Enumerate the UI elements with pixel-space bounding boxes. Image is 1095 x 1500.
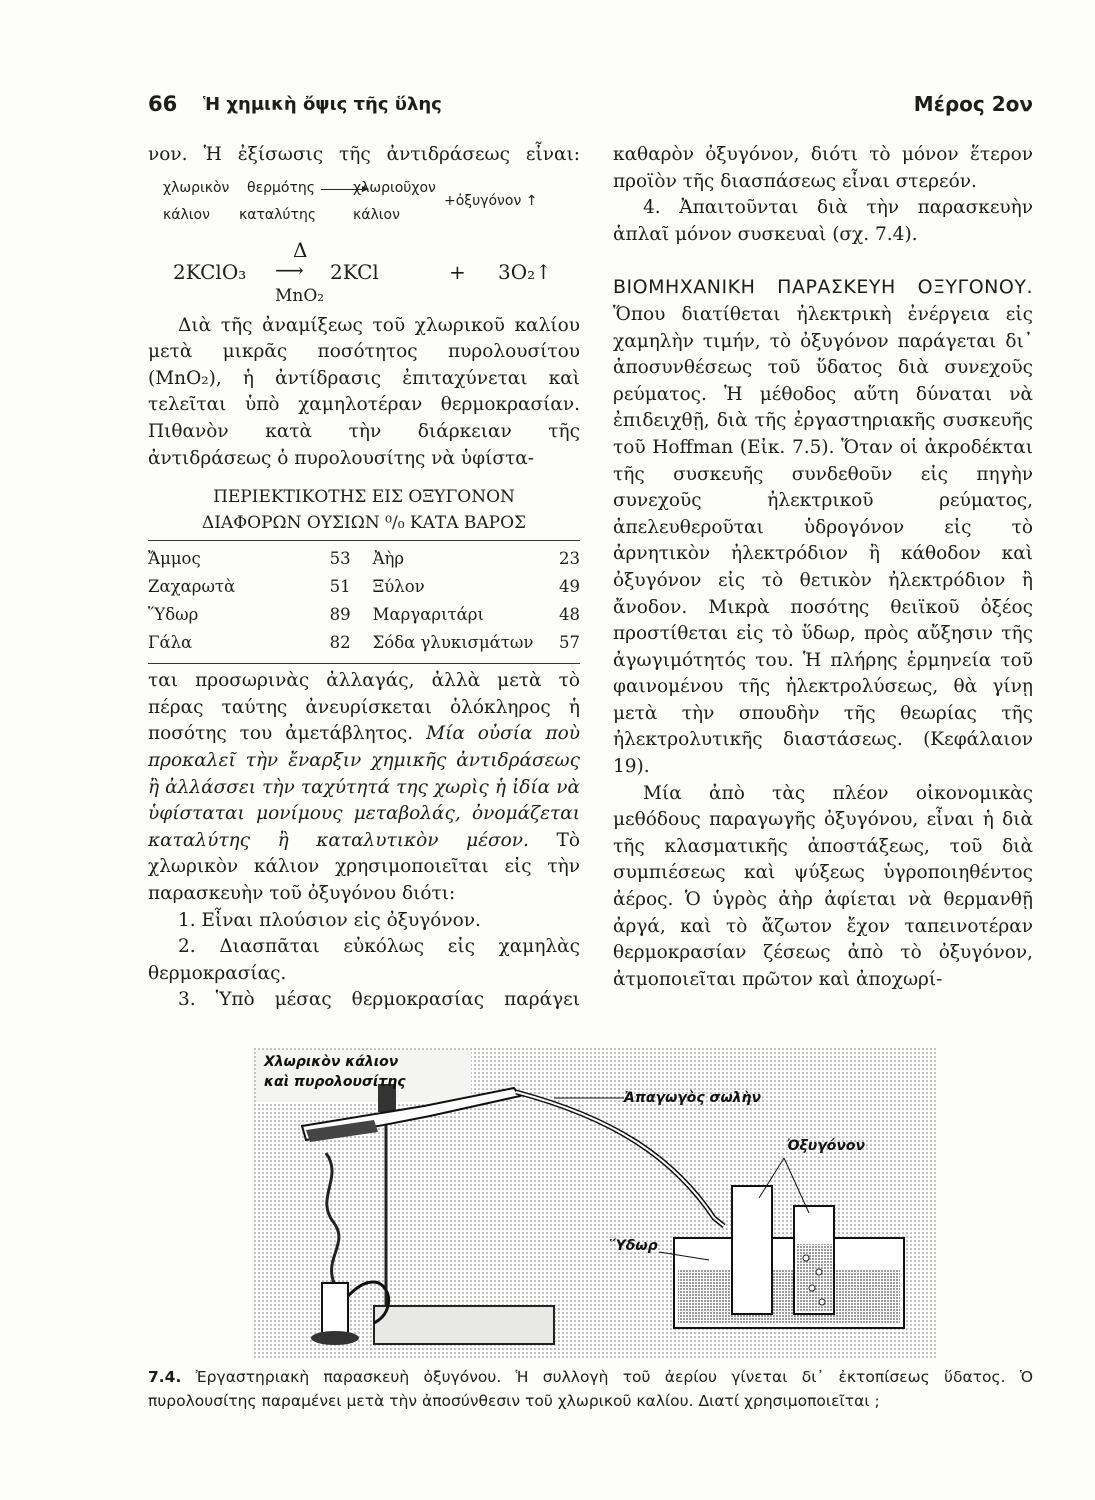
cell-substance: Μαργαριτάρι bbox=[372, 604, 484, 624]
cell-substance: Γάλα bbox=[148, 632, 193, 652]
paragraph: Διὰ τῆς ἀναμίξεως τοῦ χλωρικοῦ καλίου μετὰ μικρᾶς ποσότητος πυρολουσίτου (MnO₂), ἡ ἀντίδρασις ἐπιταχύνεται καὶ τελεῖται ὑπὸ χαμηλοτέραν θερμοκρασίαν. Πιθανὸν κατὰ τὴν διάρκειαν τῆς ἀντιδράσεως ὁ πυρολουσίτης νὰ ὑφίστα- bbox=[148, 314, 580, 469]
section-heading: ΒΙΟΜΗΧΑΝΙΚΗ ΠΑΡΑΣΚΕΥΗ ΟΞΥΓΟΝΟΥ. bbox=[613, 276, 1033, 299]
cell-value: 49 bbox=[559, 576, 580, 596]
list-item: 3. Ὑπὸ μέσας θερμοκρασίας παράγει bbox=[178, 989, 580, 1011]
eq-condition-top: θερμότης bbox=[247, 179, 316, 196]
right-column bbox=[613, 142, 1033, 993]
cell-value: 53 bbox=[329, 548, 351, 568]
apparatus-drawing bbox=[254, 1048, 936, 1358]
eq-product-bottom: κάλιον bbox=[353, 206, 400, 223]
oxygen-content-table bbox=[148, 545, 580, 657]
gas-bubble bbox=[809, 1285, 815, 1291]
eq-condition-bottom: καταλύτης bbox=[239, 206, 317, 223]
cell-value: 89 bbox=[329, 604, 351, 624]
reaction-arrow bbox=[321, 189, 367, 190]
text-run: Τὸ χλωρικὸν κάλιον χρησιμοποιεῖται εἰς τὴν παρασκευὴν τοῦ ὀξυγόνου διότι: bbox=[148, 829, 580, 904]
cell-substance: Σόδα γλυκισμάτων bbox=[372, 632, 534, 652]
eq-reactant-formula: 2KClO₃ bbox=[173, 259, 247, 284]
paragraph bbox=[148, 668, 580, 907]
paragraph: 4. Ἀπαιτοῦνται διὰ τὴν παρασκευὴν ἁπλαῖ μόνον συσκευαὶ (σχ. 7.4). bbox=[613, 197, 1033, 245]
table-rule bbox=[148, 663, 580, 664]
paragraph: καθαρὸν ὀξυγόνον, διότι τὸ μόνον ἕτερον προϊὸν τῆς διασπάσεως εἶναι στερεόν. bbox=[613, 144, 1033, 192]
eq-product-top: χλωριοῦχον bbox=[353, 179, 436, 196]
list-item: 2. Διασπᾶται εὐκόλως εἰς χαμηλὰς θερμοκρασίας. bbox=[148, 936, 580, 984]
gas-bubble bbox=[816, 1269, 822, 1275]
eq-catalyst: MnO₂ bbox=[275, 285, 325, 306]
burner-base bbox=[311, 1331, 359, 1345]
caption-text: Ἐργαστηριακὴ παρασκευὴ ὀξυγόνου. Ἡ συλλογὴ τοῦ ἀερίου γίνεται δι᾽ ἐκτοπίσεως ὕδατος. Ὁ πυρολουσίτης παραμένει μετὰ τὴν ἀποσύνθεσιν τοῦ χλωρικοῦ καλίου. Διατί χρησιμοποιεῖται ; bbox=[148, 1368, 1033, 1410]
paragraph bbox=[613, 274, 1033, 780]
label-oxygen: Ὀξυγόνον bbox=[787, 1138, 866, 1154]
label-delivery-tube: Ἀπαγωγὸς σωλὴν bbox=[624, 1090, 761, 1106]
eq-product-formula: 2KCl bbox=[330, 259, 379, 284]
cell-value: 48 bbox=[559, 604, 580, 624]
eq-plus: + bbox=[449, 259, 466, 284]
caption-number: 7.4. bbox=[148, 1368, 182, 1386]
eq-arrow: ⟶ bbox=[275, 257, 304, 282]
label-chlorate: Χλωρικὸν κάλιον bbox=[264, 1054, 399, 1070]
table-rule bbox=[148, 540, 580, 541]
running-title: Ἡ χημικὴ ὄψις τῆς ὕλης bbox=[203, 94, 442, 115]
eq-delta: Δ bbox=[293, 237, 308, 262]
table-row bbox=[148, 545, 580, 573]
paragraph: Μία ἀπὸ τὰς πλέον οἰκονομικὰς μεθόδους παραγωγῆς ὀξυγόνου, εἶναι ἡ διὰ τῆς κλασματικῆς ἀποστάξεως, τοῦ διὰ συμπιέσεως καὶ ψύξεως ὑγροποιηθέντος ἀέρος. Ὁ ὑγρὸς ἀὴρ ἀφίεται νὰ θερμανθῇ ἀργά, καὶ τὸ ἄζωτον ἔχον ταπεινοτέραν θερμοκρασίαν ζέσεως ἀπὸ τὸ ὀξυγόνον, ἀτμοποιεῖται πρῶτον καὶ ἀποχωρί- bbox=[613, 782, 1033, 990]
table-title-line: ΠΕΡΙΕΚΤΙΚΟΤΗΣ ΕΙΣ ΟΞΥΓΟΝΟΝ bbox=[213, 487, 515, 508]
trough-water bbox=[678, 1270, 900, 1324]
table-row bbox=[148, 629, 580, 657]
cell-substance: Ὕδωρ bbox=[148, 604, 199, 624]
table-title-line: ΔΙΑΦΟΡΩΝ ΟΥΣΙΩΝ ⁰/₀ ΚΑΤΑ ΒΑΡΟΣ bbox=[201, 513, 527, 534]
bottle-water bbox=[796, 1244, 832, 1312]
table-row bbox=[148, 601, 580, 629]
gas-bubble bbox=[819, 1299, 825, 1305]
cell-substance: Ζαχαρωτὰ bbox=[148, 576, 236, 596]
list-item: 1. Εἶναι πλούσιον εἰς ὀξυγόνον. bbox=[178, 909, 481, 931]
definition-italic: Μία οὐσία ποὺ προκαλεῖ τὴν ἔναρξιν χημικῆς ἀντιδράσεως ἢ ἀλλάσσει τὴν ταχύτητά της χωρὶς ἡ ἰδία νὰ ὑφίσταται μονίμους μεταβολάς, ὀνομάζεται καταλύτης ἢ καταλυτικὸν μέσον. bbox=[148, 723, 580, 851]
stand-base bbox=[374, 1306, 554, 1344]
page-number: 66 bbox=[148, 92, 178, 116]
paragraph: νον. Ἡ ἐξίσωσις τῆς ἀντιδράσεως εἶναι: bbox=[148, 144, 580, 165]
page-header bbox=[148, 92, 1033, 126]
figure-apparatus bbox=[254, 1048, 936, 1358]
left-column bbox=[148, 142, 580, 1014]
cell-value: 51 bbox=[329, 576, 351, 596]
text-run: Ὅπου διατίθεται ἠλεκτρικὴ ἐνέργεια εἰς χαμηλὴν τιμήν, τὸ ὀξυγόνον παράγεται δι᾽ ἀποσυνθέσεως τοῦ ὕδατος διὰ συνεχοῦς ρεύματος. Ἡ μέθοδος αὕτη δύναται νὰ ἐπιδειχθῇ, διὰ τῆς ἐργαστηριακῆς συσκευῆς τοῦ Hoffman (Εἰκ. 7.5). Ὅταν οἱ ἀκροδέκται τῆς συσκευῆς συνδεθοῦν εἰς πηγὴν συνεχοῦς ἠλεκτρικοῦ ρεύματος, ἀπελευθεροῦται ὑδρογόνον εἰς τὸ ἀρνητικὸν ἠλεκτρόδιον ἢ κάθοδον καὶ ὀξυγόνον εἰς τὸ θετικὸν ἠλεκτρόδιον ἢ ἄνοδον. Μικρὰ ποσότης θειϊκοῦ ὀξέος προστίθεται εἰς τὸ ὕδωρ, πρὸς αὔξησιν τῆς ἀγωγιμότητός του. Ἡ πλήρης ἑρμηνεία τοῦ φαινομένου τῆς ἠλεκτρολύσεως, θὰ γίνῃ μετὰ τὴν σπουδὴν τῆς θεωρίας τῆς ἠλεκτρολυτικῆς διαστάσεως. (Κεφάλαιον 19). bbox=[613, 303, 1033, 778]
cell-value: 82 bbox=[329, 632, 351, 652]
eq-reactant-bottom: κάλιον bbox=[163, 206, 210, 223]
filled-bottle bbox=[732, 1186, 772, 1314]
cell-substance: Ἀὴρ bbox=[372, 548, 405, 568]
gas-bubble bbox=[803, 1255, 809, 1261]
eq-oxygen: +ὀξυγόνον ↑ bbox=[444, 192, 538, 209]
eq-reactant-top: χλωρικὸν bbox=[163, 179, 230, 196]
label-water: Ὕδωρ bbox=[609, 1238, 658, 1254]
label-chlorate: καὶ πυρολουσίτης bbox=[264, 1074, 406, 1090]
table-title bbox=[148, 484, 580, 536]
cell-substance: Ξύλον bbox=[372, 576, 425, 596]
cell-substance: Ἄμμος bbox=[148, 548, 201, 568]
formula-equation bbox=[163, 237, 580, 313]
part-label: Μέρος 2ον bbox=[913, 92, 1033, 116]
figure-caption bbox=[148, 1365, 1033, 1413]
cell-value: 23 bbox=[559, 548, 580, 568]
burner bbox=[322, 1283, 348, 1333]
eq-oxygen-formula: 3O₂↑ bbox=[498, 259, 552, 284]
table-row bbox=[148, 573, 580, 601]
cell-value: 57 bbox=[559, 632, 580, 652]
word-equation bbox=[163, 175, 580, 237]
text-run: ται προσωρινὰς ἀλλαγάς, ἀλλὰ μετὰ τὸ πέρας ταύτης ἀνευρίσκεται ὁλόκληρος ἡ ποσότης του ἀμετάβλητος. bbox=[148, 670, 580, 745]
